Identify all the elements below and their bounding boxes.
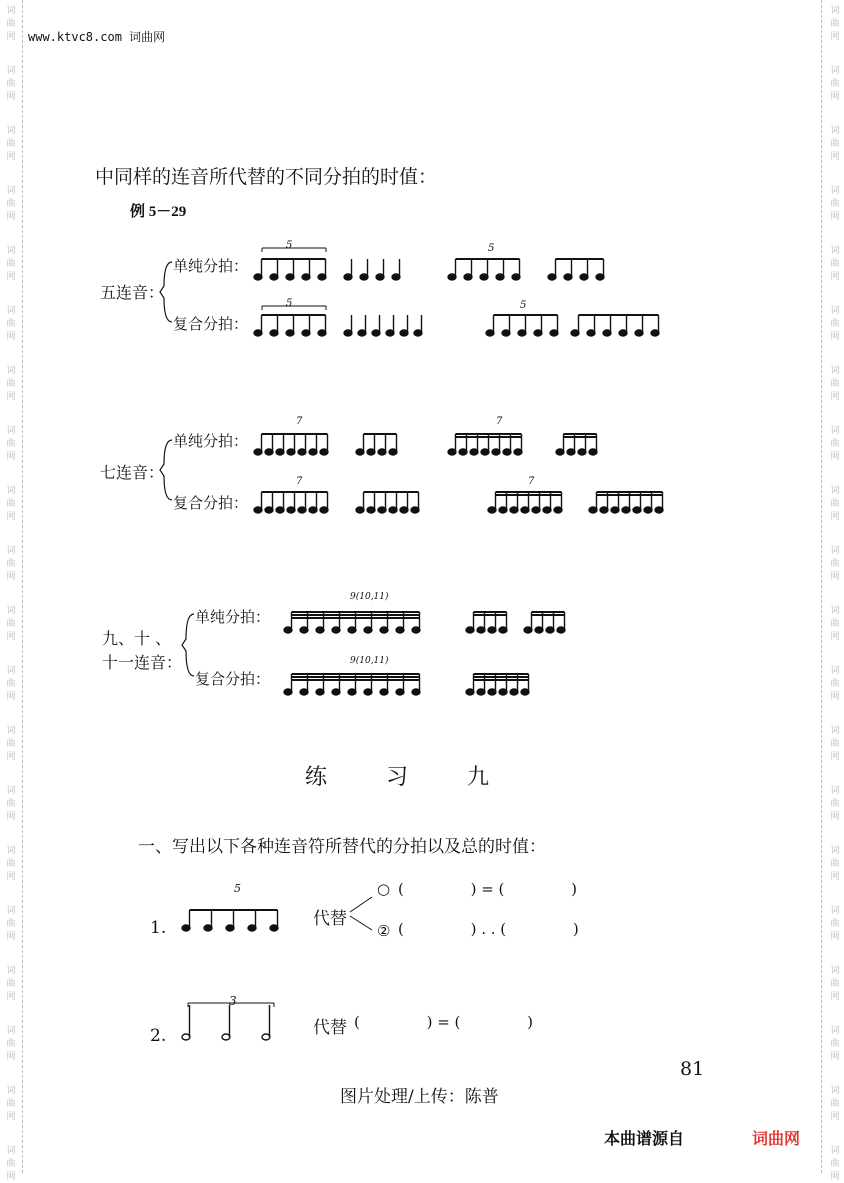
watermark-glyph: 曲 — [830, 499, 840, 509]
tuplet-number: 5 — [520, 300, 527, 311]
notation-mark — [182, 614, 194, 676]
watermark-glyph: 网 — [830, 212, 840, 222]
watermark-glyph: 网 — [6, 332, 16, 342]
watermark-glyph: 曲 — [6, 79, 16, 89]
watermark-glyph: 词 — [6, 366, 16, 376]
watermark-glyph: 词 — [6, 1146, 16, 1156]
watermark-glyph: 词 — [6, 66, 16, 76]
watermark-glyph: 网 — [6, 392, 16, 402]
watermark-glyph: 曲 — [6, 1099, 16, 1109]
watermark-glyph: 网 — [830, 32, 840, 42]
watermark-glyph: 网 — [6, 152, 16, 162]
watermark-glyph: 曲 — [830, 919, 840, 929]
watermark-glyph: 词 — [830, 246, 840, 256]
watermark-glyph: 网 — [6, 452, 16, 462]
quintuplet-compound-label: 复合分拍： — [173, 315, 249, 333]
watermark-glyph: 曲 — [6, 679, 16, 689]
watermark-glyph: 词 — [6, 486, 16, 496]
tuplet-number: 5 — [488, 243, 495, 254]
watermark-glyph: 曲 — [830, 1039, 840, 1049]
watermark-glyph: 网 — [6, 992, 16, 1002]
exercise-title-char: 练 — [305, 765, 328, 790]
watermark-glyph: 曲 — [6, 259, 16, 269]
watermark-glyph: 曲 — [830, 679, 840, 689]
watermark-glyph: 词 — [830, 186, 840, 196]
watermark-glyph: 词 — [6, 1086, 16, 1096]
nonuplet-label-line1: 九、十 、 — [102, 629, 172, 648]
watermark-glyph: 曲 — [830, 199, 840, 209]
watermark-glyph: 曲 — [830, 559, 840, 569]
notation-mark — [160, 440, 172, 500]
watermark-glyph: 曲 — [6, 979, 16, 989]
watermark-glyph: 词 — [830, 426, 840, 436]
watermark-glyph: 词 — [830, 366, 840, 376]
nonuplet-simple-label: 单纯分拍： — [195, 608, 271, 626]
watermark-glyph: 曲 — [6, 559, 16, 569]
watermark-glyph: 词 — [830, 486, 840, 496]
watermark-glyph: 词 — [830, 606, 840, 616]
watermark-glyph: 网 — [830, 1172, 840, 1182]
watermark-glyph: 曲 — [6, 619, 16, 629]
watermark-glyph: 网 — [830, 272, 840, 282]
watermark-glyph: 词 — [6, 546, 16, 556]
watermark-glyph: 曲 — [830, 1099, 840, 1109]
watermark-glyph: 网 — [6, 32, 16, 42]
exercise-title-char: 九 — [467, 765, 490, 790]
example-label: 例 5－29 — [130, 204, 187, 220]
watermark-glyph: 曲 — [830, 79, 840, 89]
watermark-glyph: 词 — [6, 606, 16, 616]
watermark-glyph: 词 — [830, 306, 840, 316]
watermark-glyph: 网 — [830, 392, 840, 402]
watermark-glyph: 网 — [6, 512, 16, 522]
watermark-glyph: 网 — [6, 932, 16, 942]
item-number: 1. — [150, 918, 167, 938]
watermark-glyph: 词 — [830, 966, 840, 976]
watermark-glyph: 词 — [6, 306, 16, 316]
notation-mark — [160, 262, 172, 322]
watermark-glyph: 词 — [830, 786, 840, 796]
watermark-glyph: 词 — [6, 906, 16, 916]
watermark-glyph: 网 — [6, 1172, 16, 1182]
watermark-glyph: 网 — [6, 1112, 16, 1122]
watermark-glyph: 词 — [6, 726, 16, 736]
question-text: 一、写出以下各种连音符所替代的分拍以及总的时值： — [138, 837, 546, 857]
septuplet-simple-label: 单纯分拍： — [173, 432, 249, 450]
watermark-glyph: 词 — [830, 1026, 840, 1036]
watermark-glyph: 曲 — [830, 319, 840, 329]
tuplet-number: 9(10,11) — [350, 656, 389, 666]
notation-mark — [350, 916, 372, 930]
tuplet-number: 7 — [296, 416, 303, 427]
watermark-glyph: 曲 — [830, 259, 840, 269]
site-header: www.ktvc8.com 词曲网 — [28, 30, 166, 44]
watermark-glyph: 曲 — [6, 379, 16, 389]
tuplet-number: 5 — [286, 298, 293, 309]
tuplet-number: 5 — [234, 882, 241, 895]
watermark-glyph: 曲 — [6, 859, 16, 869]
watermark-glyph: 词 — [830, 846, 840, 856]
watermark-glyph: 网 — [830, 452, 840, 462]
watermark-glyph: 曲 — [6, 139, 16, 149]
watermark-glyph: 曲 — [6, 1159, 16, 1169]
watermark-glyph: 网 — [6, 692, 16, 702]
page-number: 81 — [680, 1058, 705, 1080]
answer-line: ( ) = ( ) — [398, 880, 578, 898]
watermark-glyph: 词 — [830, 906, 840, 916]
watermark-glyph: 网 — [830, 752, 840, 762]
watermark-glyph: 词 — [6, 126, 16, 136]
watermark-glyph: 曲 — [830, 19, 840, 29]
watermark-glyph: 词 — [830, 6, 840, 16]
option-mark: ○ — [377, 880, 391, 898]
watermark-glyph: 词 — [6, 846, 16, 856]
watermark-glyph: 网 — [830, 932, 840, 942]
watermark-glyph: 曲 — [830, 139, 840, 149]
nonuplet-label-line2: 十一连音： — [102, 653, 183, 672]
answer-line: ( ) = ( ) — [354, 1013, 534, 1031]
nonuplet-compound-label: 复合分拍： — [195, 670, 271, 688]
watermark-glyph: 网 — [6, 812, 16, 822]
watermark-glyph: 曲 — [6, 199, 16, 209]
watermark-glyph: 曲 — [6, 319, 16, 329]
replace-label: 代替 — [313, 909, 347, 929]
watermark-glyph: 词 — [6, 966, 16, 976]
watermark-glyph: 词 — [6, 666, 16, 676]
intro-text: 中同样的连音所代替的不同分拍的时值： — [95, 166, 438, 188]
tuplet-number: 7 — [528, 476, 535, 487]
watermark-glyph: 网 — [830, 152, 840, 162]
watermark-glyph: 网 — [6, 632, 16, 642]
option-mark: ② — [377, 922, 391, 940]
tuplet-number: 7 — [296, 476, 303, 487]
watermark-glyph: 曲 — [6, 1039, 16, 1049]
watermark-glyph: 曲 — [830, 619, 840, 629]
watermark-glyph: 词 — [830, 726, 840, 736]
item-number: 2. — [150, 1026, 167, 1046]
quintuplet-simple-label: 单纯分拍： — [173, 257, 249, 275]
watermark-glyph: 曲 — [6, 919, 16, 929]
watermark-glyph: 曲 — [6, 499, 16, 509]
watermark-glyph: 曲 — [830, 979, 840, 989]
watermark-glyph: 曲 — [830, 739, 840, 749]
watermark-glyph: 曲 — [830, 859, 840, 869]
watermark-glyph: 曲 — [6, 19, 16, 29]
watermark-glyph: 词 — [830, 1086, 840, 1096]
watermark-glyph: 网 — [6, 272, 16, 282]
watermark-glyph: 网 — [6, 872, 16, 882]
watermark-glyph: 网 — [6, 212, 16, 222]
watermark-glyph: 词 — [6, 426, 16, 436]
tuplet-number: 3 — [229, 994, 237, 1008]
watermark-glyph: 网 — [830, 992, 840, 1002]
watermark-glyph: 词 — [6, 1026, 16, 1036]
notation-mark — [350, 897, 372, 912]
watermark-glyph: 网 — [830, 872, 840, 882]
septuplet-label: 七连音： — [100, 463, 165, 482]
watermark-glyph: 网 — [6, 92, 16, 102]
watermark-glyph: 曲 — [830, 439, 840, 449]
watermark-glyph: 词 — [6, 186, 16, 196]
watermark-glyph: 网 — [830, 572, 840, 582]
credit-text: 图片处理/上传：陈普 — [340, 1087, 499, 1107]
watermark-glyph: 网 — [6, 572, 16, 582]
tuplet-number: 9(10,11) — [350, 592, 389, 602]
watermark-glyph: 网 — [830, 332, 840, 342]
watermark-glyph: 网 — [6, 1052, 16, 1062]
watermark-glyph: 网 — [830, 512, 840, 522]
watermark-glyph: 网 — [6, 752, 16, 762]
watermark-glyph: 曲 — [830, 379, 840, 389]
watermark-glyph: 网 — [830, 92, 840, 102]
watermark-glyph: 网 — [830, 632, 840, 642]
replace-label: 代替 — [313, 1018, 347, 1038]
watermark-glyph: 词 — [6, 246, 16, 256]
tuplet-number: 5 — [286, 240, 293, 251]
watermark-glyph: 词 — [830, 546, 840, 556]
watermark-glyph: 曲 — [6, 439, 16, 449]
watermark-glyph: 词 — [830, 126, 840, 136]
watermark-glyph: 网 — [830, 812, 840, 822]
quintuplet-label: 五连音： — [100, 283, 165, 302]
exercise-title-char: 习 — [386, 765, 409, 790]
source-site-link[interactable]: 词曲网 — [752, 1129, 801, 1148]
watermark-glyph: 词 — [830, 66, 840, 76]
source-label: 本曲谱源自 — [604, 1129, 685, 1148]
watermark-glyph: 词 — [830, 666, 840, 676]
watermark-glyph: 曲 — [6, 799, 16, 809]
watermark-glyph: 网 — [830, 1052, 840, 1062]
watermark-glyph: 曲 — [6, 739, 16, 749]
answer-line: ( ) . . ( ) — [398, 920, 579, 938]
watermark-glyph: 曲 — [830, 1159, 840, 1169]
watermark-glyph: 词 — [6, 786, 16, 796]
watermark-glyph: 曲 — [830, 799, 840, 809]
watermark-glyph: 网 — [830, 692, 840, 702]
tuplet-number: 7 — [496, 416, 503, 427]
watermark-glyph: 词 — [6, 6, 16, 16]
watermark-glyph: 词 — [830, 1146, 840, 1156]
septuplet-compound-label: 复合分拍： — [173, 494, 249, 512]
watermark-glyph: 网 — [830, 1112, 840, 1122]
